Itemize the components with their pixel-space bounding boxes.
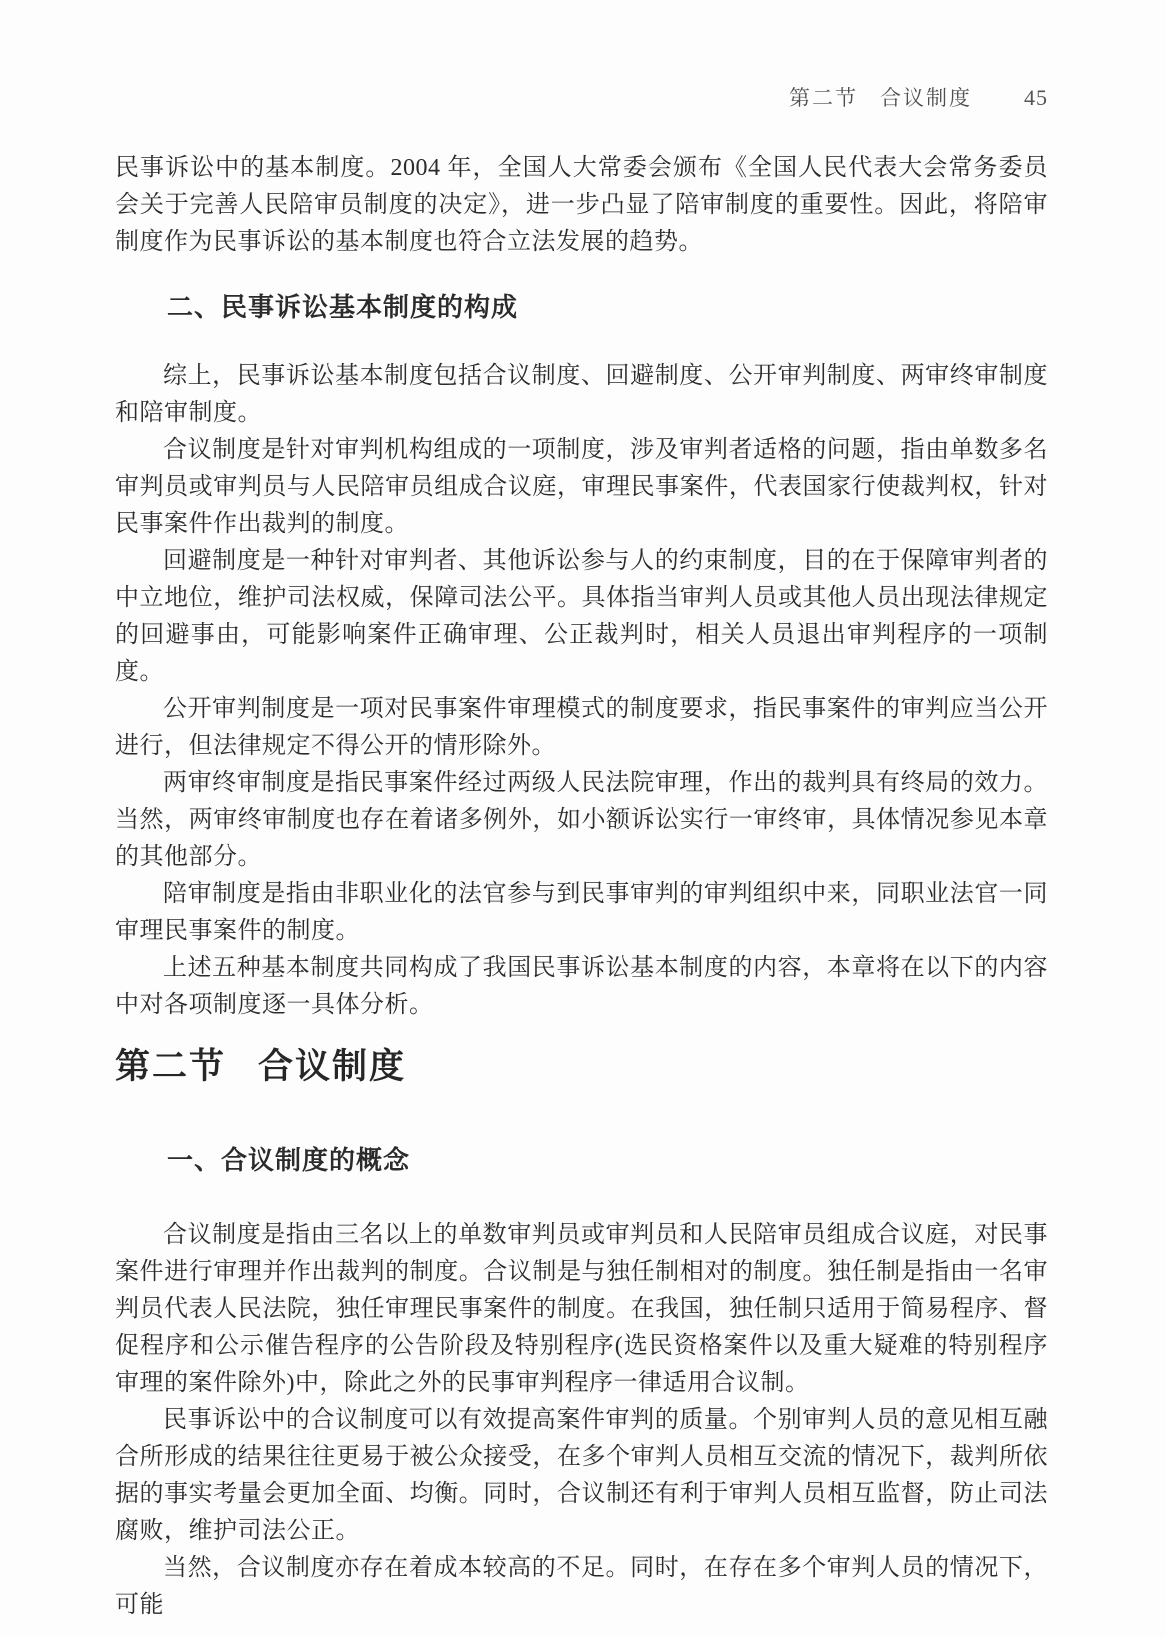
paragraph-summary: 综上，民事诉讼基本制度包括合议制度、回避制度、公开审判制度、两审终审制度和陪审制度。 [115, 363, 1048, 426]
section-2-label: 第二节 [115, 1047, 227, 1086]
paragraph-collegial-system: 合议制度是针对审判机构组成的一项制度，涉及审判者适格的问题，指由单数多名审判员或审判员与人民陪审员组成合议庭，审理民事案件，代表国家行使裁判权，针对民事案件作出裁判的制度。 [115, 437, 1048, 537]
section-2-title [115, 1044, 1048, 1090]
paragraph-collegial-drawbacks: 当然，合议制度亦存在着成本较高的不足。同时，在存在多个审判人员的情况下，可能 [115, 1555, 1048, 1618]
paragraph-recusal-system: 回避制度是一种针对审判者、其他诉讼参与人的约束制度，目的在于保障审判者的中立地位，维护司法权威，保障司法公平。具体指当审判人员或其他人员出现法律规定的回避事由，可能影响案件正确审理、公正裁判时，相关人员退出审判程序的一项制度。 [115, 548, 1048, 685]
heading-composition-of-basic-institutions: 二、民事诉讼基本制度的构成 [167, 293, 519, 322]
page-number: 45 [1024, 85, 1048, 110]
running-header [115, 82, 1048, 112]
paragraph-collegial-benefits: 民事诉讼中的合议制度可以有效提高案件审判的质量。个别审判人员的意见相互融合所形成的结果往往更易于被公众接受，在多个审判人员相互交流的情况下，裁判所依据的事实考量会更加全面、均衡。同时，合议制还有利于审判人员相互监督，防止司法腐败，维护司法公正。 [115, 1407, 1048, 1544]
page-content [115, 150, 1048, 1624]
paragraph-jury-system: 陪审制度是指由非职业化的法官参与到民事审判的审判组织中来，同职业法官一同审理民事案件的制度。 [115, 881, 1048, 944]
running-header-section-title: 合议制度 [880, 86, 972, 110]
paragraph-collegial-definition: 合议制度是指由三名以上的单数审判员或审判员和人民陪审员组成合议庭，对民事案件进行审理并作出裁判的制度。合议制是与独任制相对的制度。独任制是指由一名审判员代表人民法院，独任审理民事案件的制度。在我国，独任制只适用于简易程序、督促程序和公示催告程序的公告阶段及特别程序(选民资格案件以及重大疑难的特别程序审理的案件除外)中，除此之外的民事审判程序一律适用合议制。 [115, 1222, 1048, 1396]
section-2-name: 合议制度 [258, 1047, 407, 1086]
paragraph-public-trial-system: 公开审判制度是一项对民事案件审理模式的制度要求，指民事案件的审判应当公开进行，但法律规定不得公开的情形除外。 [115, 696, 1048, 759]
running-header-section-label: 第二节 [789, 86, 858, 110]
heading-concept-of-collegial-system: 一、合议制度的概念 [167, 1146, 411, 1175]
paragraph-five-institutions: 上述五种基本制度共同构成了我国民事诉讼基本制度的内容，本章将在以下的内容中对各项制度逐一具体分析。 [115, 955, 1048, 1018]
paragraph-intro-continued: 民事诉讼中的基本制度。2004 年，全国人大常委会颁布《全国人民代表大会常务委员会关于完善人民陪审员制度的决定》，进一步凸显了陪审制度的重要性。因此，将陪审制度作为民事诉讼的基本制度也符合立法发展的趋势。 [115, 155, 1048, 255]
paragraph-two-instance-system: 两审终审制度是指民事案件经过两级人民法院审理，作出的裁判具有终局的效力。当然，两审终审制度也存在着诸多例外，如小额诉讼实行一审终审，具体情况参见本章的其他部分。 [115, 770, 1048, 870]
